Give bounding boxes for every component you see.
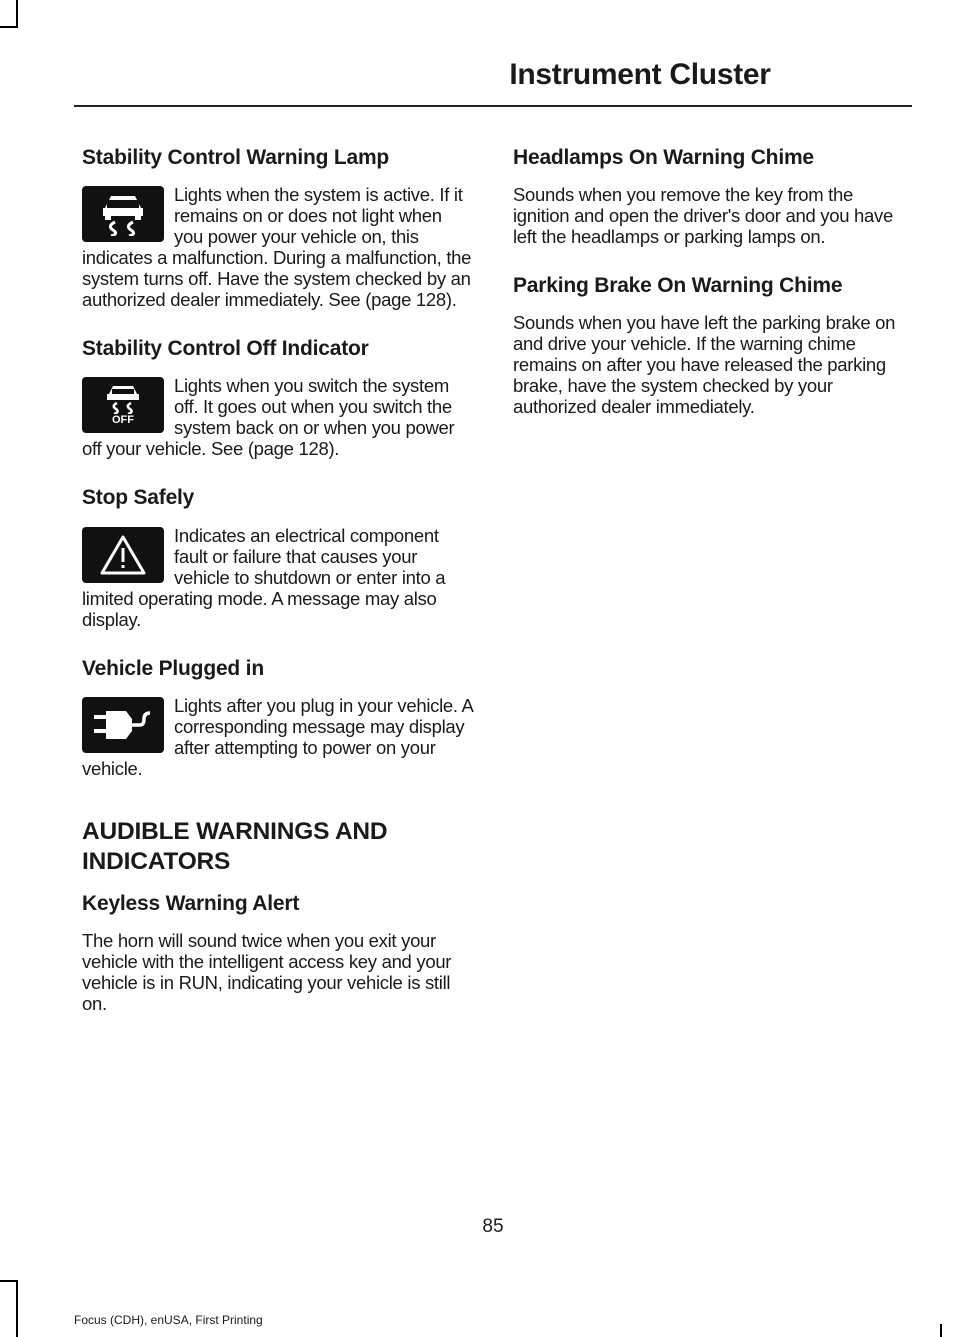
section-headlamps-on-warning-chime — [513, 145, 907, 247]
chapter-heading — [82, 817, 474, 877]
right-column — [513, 145, 907, 443]
section-heading: Stop Safely — [82, 486, 195, 510]
section-heading: Stability Control Off Indicator — [82, 337, 369, 361]
section-parking-brake-warning-chime — [513, 273, 907, 417]
section-stability-control-off — [82, 336, 474, 459]
left-column — [82, 145, 474, 1040]
section-body: Indicates an electrical component fault or failure that causes your vehicle to shutdown or enter into a limited operating mode. A message may also display. — [82, 524, 446, 630]
crop-mark — [16, 0, 18, 28]
chapter-heading-line1: AUDIBLE WARNINGS AND — [82, 817, 388, 845]
section-heading: Parking Brake On Warning Chime — [513, 274, 843, 298]
section-heading: Vehicle Plugged in — [82, 656, 264, 680]
section-body: Lights when you switch the system off. It goes out when you switch the system back on or when you power off your vehicle. See (page 128). — [82, 375, 455, 460]
section-heading: Stability Control Warning Lamp — [82, 146, 390, 169]
crop-mark — [0, 26, 18, 28]
stability-control-off-icon — [82, 377, 164, 433]
off-label: OFF — [112, 414, 134, 427]
page-header-title: Instrument Cluster — [509, 58, 771, 91]
section-body: Lights when the system is active. If it remains on or does not light when you power your vehicle on, this indicates a malfunction. During a malfunction, the system turns off. Have the system checked by an authorized dealer immediately. See (page 128). — [82, 184, 472, 311]
header-divider — [74, 105, 912, 107]
page-number: 85 — [482, 1216, 504, 1237]
section-body: Lights after you plug in your vehicle. A corresponding message may display after attempting to power on your vehicle. — [82, 694, 473, 779]
section-stability-control-warning — [82, 145, 474, 310]
section-stop-safely — [82, 485, 474, 629]
chapter-heading-line2: INDICATORS — [82, 847, 231, 875]
stability-control-icon — [82, 186, 164, 242]
section-keyless-warning-alert — [82, 891, 474, 1014]
section-vehicle-plugged-in — [82, 656, 474, 779]
section-heading: Keyless Warning Alert — [82, 891, 300, 915]
plug-icon — [82, 697, 164, 753]
section-body: Sounds when you remove the key from the ignition and open the driver's door and you have left the headlamps or parking lamps on. — [513, 184, 893, 248]
crop-mark — [16, 1280, 18, 1337]
crop-mark — [940, 1324, 942, 1337]
section-heading: Headlamps On Warning Chime — [513, 146, 814, 169]
section-body: Sounds when you have left the parking brake on and drive your vehicle. If the warning chime remains on after you have released the parking brake, have the system checked by your authorized dealer immediately. — [513, 312, 896, 418]
footer-edition: Focus (CDH), enUSA, First Printing — [74, 1313, 263, 1327]
section-body: The horn will sound twice when you exit your vehicle with the intelligent access key and your vehicle is in RUN, indicating your vehicle is still on. — [82, 929, 452, 1014]
warning-triangle-icon — [82, 527, 164, 583]
